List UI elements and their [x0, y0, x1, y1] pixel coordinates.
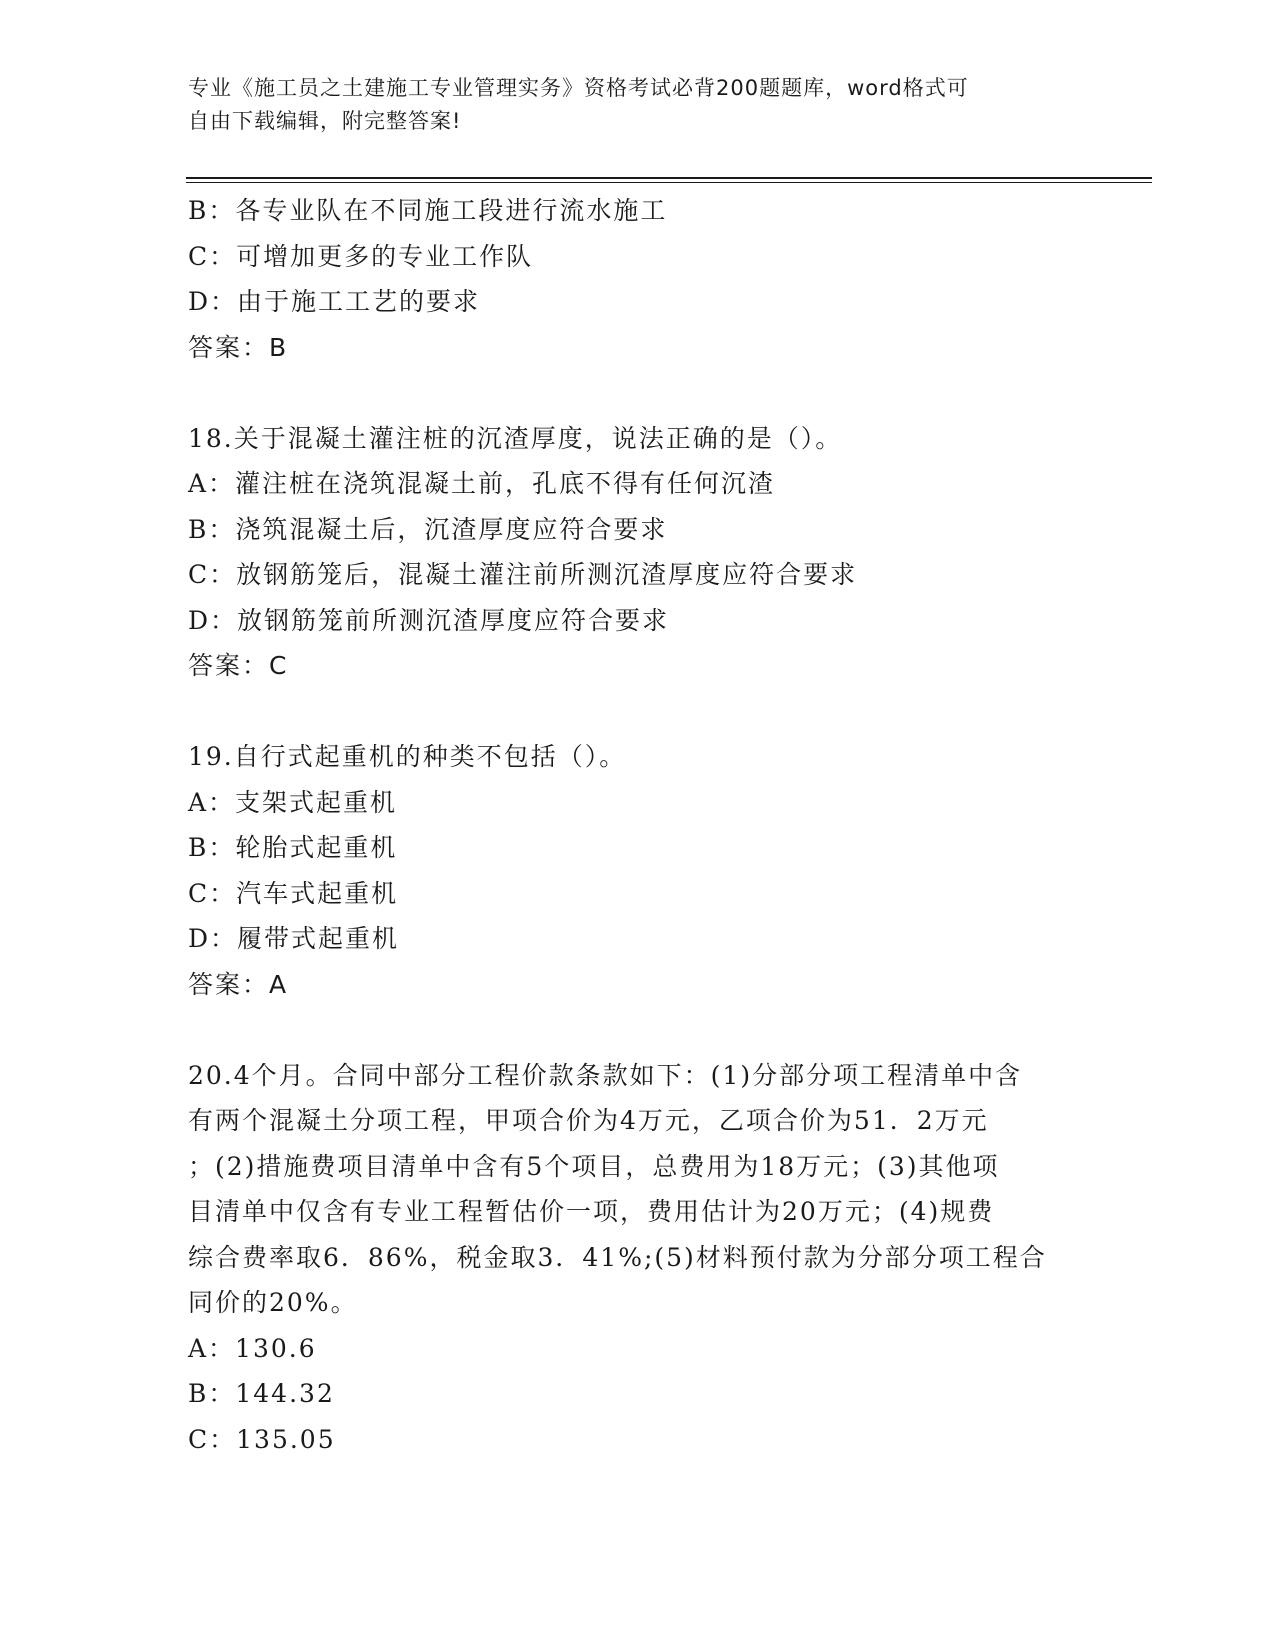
- option-c: C：汽车式起重机: [188, 878, 399, 908]
- question-19: [188, 734, 1088, 1007]
- answer-label: 答案：A: [188, 969, 289, 999]
- option-c: C：放钢筋笼后，混凝土灌注前所测沉渣厚度应符合要求: [188, 560, 858, 589]
- document-header: 专业《施工员之土建施工专业管理实务》资格考试必背200题题库，word格式可 自由下载编辑，附完整答案!: [188, 76, 969, 133]
- spacer: [188, 689, 1088, 735]
- question-text-line: 有两个混凝土分项工程，甲项合价为4万元，乙项合价为51．2万元: [188, 1106, 989, 1135]
- option-c: C：135.05: [188, 1424, 336, 1454]
- option-a: A：130.6: [188, 1333, 317, 1363]
- option-a: A：支架式起重机: [188, 787, 398, 817]
- spacer: [188, 370, 1088, 416]
- question-17-partial: [188, 188, 1088, 370]
- option-b: B：浇筑混凝土后，沉渣厚度应符合要求: [188, 514, 668, 544]
- question-text-line: ；(2)措施费项目清单中含有5个项目，总费用为18万元；(3)其他项: [188, 1151, 1000, 1181]
- question-text-line: 综合费率取6．86%，税金取3．41%;(5)材料预付款为分部分项工程合: [188, 1242, 1047, 1272]
- option-d: D：放钢筋笼前所测沉渣厚度应符合要求: [188, 605, 670, 635]
- question-20: [188, 1053, 1088, 1463]
- question-text-line: 同价的20%。: [188, 1288, 358, 1317]
- spacer: [188, 1007, 1088, 1053]
- option-b: B：各专业队在不同施工段进行流水施工: [188, 196, 668, 225]
- option-a: A：灌注桩在浇筑混凝土前，孔底不得有任何沉渣: [188, 469, 776, 498]
- question-list: [188, 188, 1088, 1462]
- option-d: D：履带式起重机: [188, 924, 400, 953]
- option-d: D：由于施工工艺的要求: [188, 287, 481, 316]
- option-b: B：144.32: [188, 1379, 335, 1408]
- header-rule-thin: [186, 182, 1152, 183]
- header-rule-thick: [186, 177, 1152, 179]
- answer-label: 答案：C: [188, 651, 289, 680]
- question-18: [188, 416, 1088, 689]
- option-b: B：轮胎式起重机: [188, 833, 398, 862]
- question-text: 18.关于混凝土灌注桩的沉渣厚度，说法正确的是（）。: [188, 423, 843, 453]
- question-text-line: 目清单中仅含有专业工程暂估价一项，费用估计为20万元；(4)规费: [188, 1197, 995, 1226]
- option-c: C：可增加更多的专业工作队: [188, 241, 534, 271]
- question-text: 19.自行式起重机的种类不包括（）。: [188, 742, 627, 771]
- answer-label: 答案：B: [188, 332, 289, 362]
- question-text-line: 20.4个月。合同中部分工程价款条款如下：(1)分部分项工程清单中含: [188, 1060, 1023, 1090]
